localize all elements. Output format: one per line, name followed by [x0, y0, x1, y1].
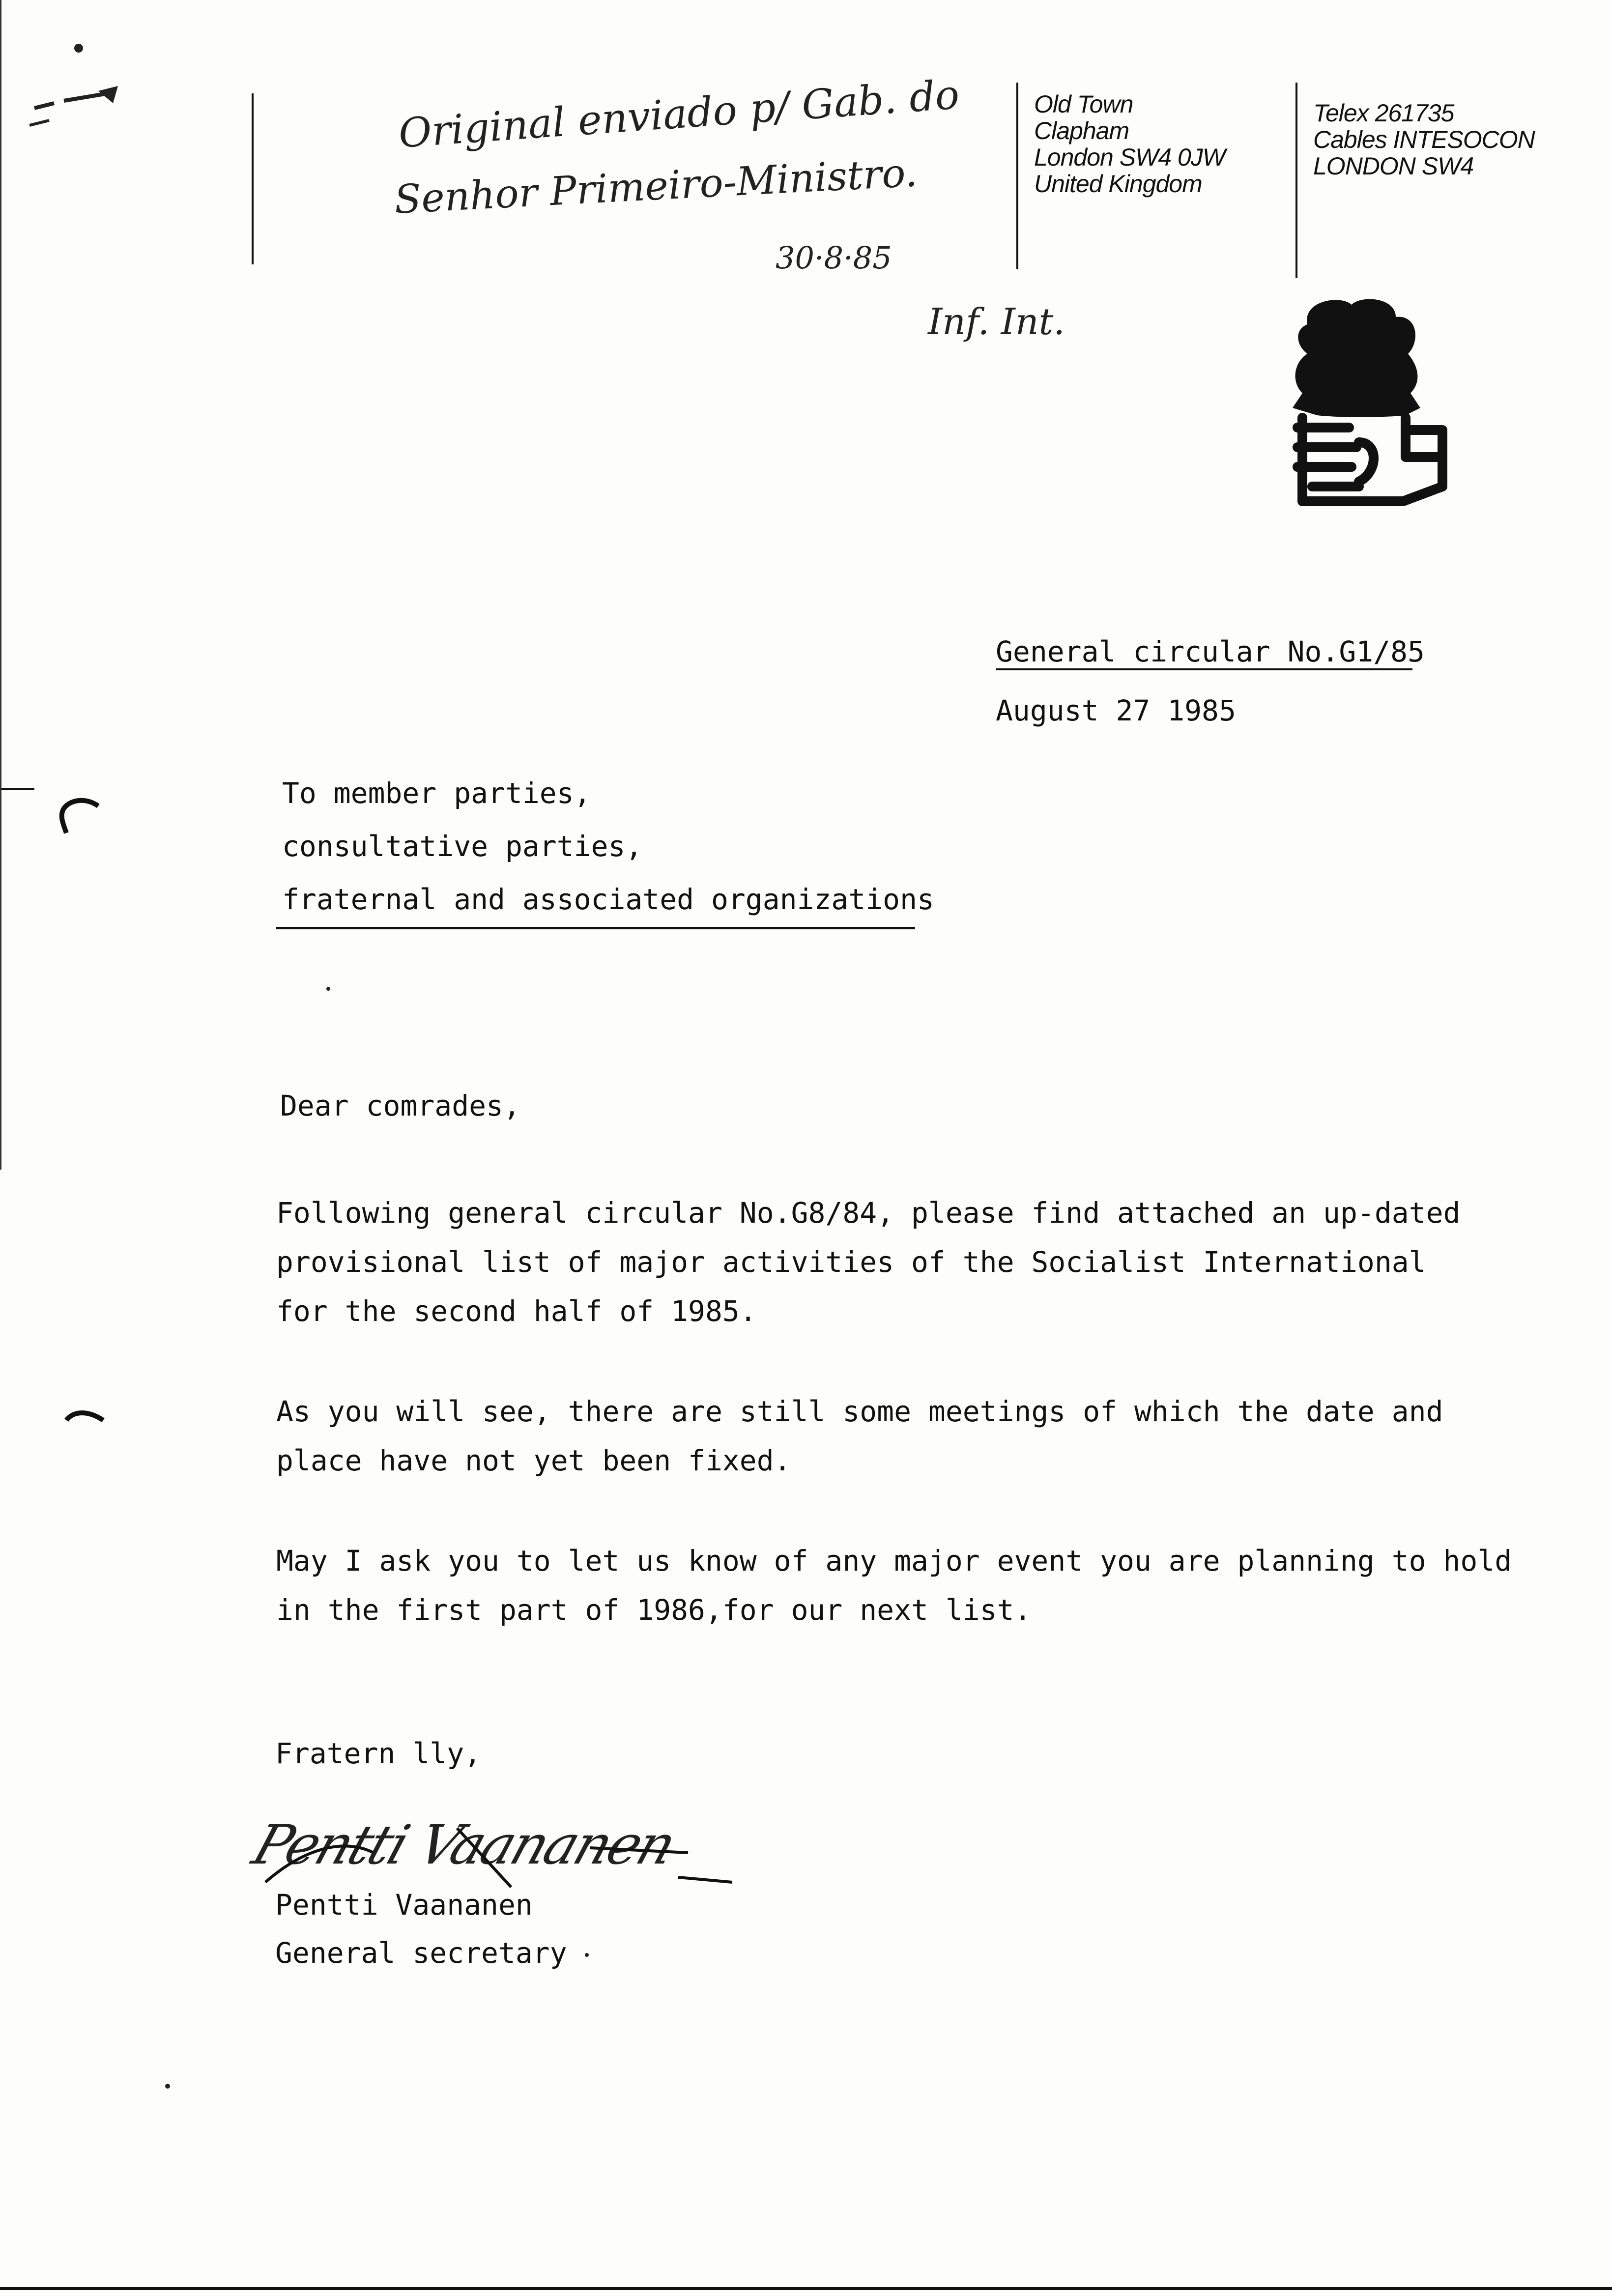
paragraph-line: for the second half of 1985.	[276, 1294, 757, 1328]
letterhead-divider-left	[252, 93, 254, 264]
address-line: Old Town	[1034, 90, 1133, 118]
recipient-line: consultative parties,	[282, 830, 643, 863]
paragraph-line: May I ask you to let us know of any major event you are planning to hold	[276, 1544, 1512, 1578]
paragraph-line: place have not yet been fixed.	[276, 1444, 791, 1477]
left-edge-line	[0, 0, 1, 1170]
socialist-international-fist-rose-logo	[1273, 295, 1455, 521]
left-edge-mark	[0, 788, 34, 790]
signature: Pentti Vaananen	[245, 1813, 683, 1876]
left-edge-bracket	[59, 1401, 108, 1430]
scan-speck	[165, 2084, 170, 2089]
paragraph-line: As you will see, there are still some meetings of which the date and	[276, 1395, 1443, 1428]
letterhead-divider-middle	[1016, 83, 1018, 269]
paragraph-line: Following general circular No.G8/84, please find attached an up-dated	[276, 1196, 1461, 1230]
handwritten-reference: Inf. Int.	[928, 301, 1065, 343]
scan-mark	[20, 34, 133, 133]
scan-speck	[326, 987, 330, 991]
bottom-edge-line	[0, 2287, 1612, 2290]
left-edge-bracket	[54, 786, 108, 835]
recipient-line: fraternal and associated organizations	[282, 883, 934, 916]
circular-underline	[996, 668, 1412, 670]
salutation: Dear comrades,	[280, 1089, 520, 1122]
recipients-underline	[276, 927, 915, 929]
recipients-block	[282, 767, 934, 926]
signatory-name: Pentti Vaananen	[275, 1888, 533, 1922]
signatory-title: General secretary	[275, 1936, 567, 1970]
paragraph-1	[276, 1188, 1460, 1336]
letter-date: August 27 1985	[996, 694, 1236, 727]
address-line: Clapham	[1034, 117, 1129, 144]
contact-line: Telex 261735	[1313, 99, 1454, 127]
handwritten-note-line2: Senhor Primeiro-Ministro.	[393, 149, 919, 223]
closing: Fratern lly,	[275, 1737, 482, 1770]
paragraph-2	[276, 1387, 1443, 1485]
letterhead-divider-right	[1295, 83, 1297, 278]
paragraph-3	[276, 1536, 1512, 1635]
recipient-line: To member parties,	[282, 776, 591, 810]
contact-line: Cables INTESOCON	[1313, 126, 1535, 153]
letterhead-address	[1034, 91, 1225, 197]
address-line: United Kingdom	[1034, 170, 1202, 198]
paragraph-line: in the first part of 1986,for our next list.	[276, 1593, 1032, 1627]
contact-line: LONDON SW4	[1313, 152, 1474, 180]
letterhead-contact	[1313, 100, 1535, 179]
address-line: London SW4 0JW	[1034, 144, 1225, 171]
handwritten-note-line1: Original enviado p/ Gab. do	[397, 71, 961, 157]
handwritten-date: 30·8·85	[776, 240, 892, 276]
paragraph-line: provisional list of major activities of the Socialist International	[276, 1245, 1426, 1279]
circular-number: General circular No.G1/85	[996, 635, 1425, 668]
scan-speck	[585, 1953, 589, 1957]
